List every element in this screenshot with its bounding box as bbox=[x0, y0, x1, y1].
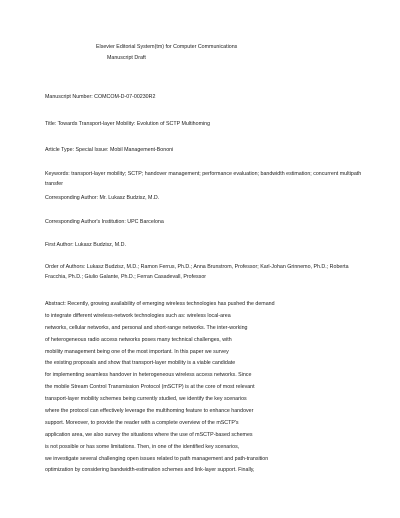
abstract-line: mobility management being one of the most important. In this paper we survey bbox=[45, 348, 229, 355]
abstract-line: optimization by considering bandwidth-estimation schemes and link-layer support. Finally, bbox=[45, 467, 255, 474]
abstract-line: support. Moreover, to provide the reader with a complete overview of the mSCTP's bbox=[45, 419, 239, 426]
corresponding-institution: Corresponding Author's Institution: UPC Barcelona bbox=[45, 219, 164, 225]
abstract-line: we investigate several challenging open issues related to path management and path-transition bbox=[45, 455, 269, 462]
abstract-line: networks, cellular networks, and personal and short-range networks. The inter-working bbox=[45, 324, 248, 331]
abstract-line: to integrate different wireless-network technologies such as: wireless local-area bbox=[45, 312, 231, 319]
abstract-line: for implementing seamless handover in heterogeneous wireless access networks. Since bbox=[45, 372, 252, 379]
abstract-line: transport-layer mobility schemes being currently studied, we identify the key scenarios bbox=[45, 396, 247, 403]
abstract-line: application area, we also survey the situations where the use of mSCTP-based schemes bbox=[45, 431, 253, 438]
keywords: Keywords: transport-layer mobility; SCTP; handover management; performance evaluation; bandwidth estimation; concurrent multipath transfer bbox=[45, 171, 362, 187]
abstract-line: Abstract: Recently, growing availability of emerging wireless technologies has pushed the demand bbox=[45, 301, 275, 307]
header-draft-label: Manuscript Draft bbox=[107, 55, 146, 61]
abstract-line: is not possible or has some limitations. Then, in one of the identified key scenarios, bbox=[45, 443, 240, 450]
abstract-line: the mobile Stream Control Transmission Protocol (mSCTP) is at the core of most relevant bbox=[45, 384, 255, 391]
article-type: Article Type: Special Issue: Mobil Management-Bononi bbox=[45, 147, 174, 153]
abstract-line: where the protocol can effectively leverage the multihoming feature to enhance handover bbox=[45, 408, 254, 415]
abstract bbox=[45, 299, 363, 477]
manuscript-title: Title: Towards Transport-layer Mobility: Evolution of SCTP Multihoming bbox=[45, 121, 211, 127]
abstract-line: of heterogeneous radio access networks poses many technical challenges, with bbox=[45, 336, 232, 343]
header-publisher: Elsevier Editorial System(tm) for Computer Communications bbox=[96, 44, 238, 50]
abstract-line: the existing proposals and show that transport-layer mobility is a viable candidate bbox=[45, 360, 236, 367]
first-author: First Author: Lukasz Budzisz, M.D. bbox=[45, 242, 126, 248]
manuscript-number: Manuscript Number: COMCOM-D-07-00230R2 bbox=[45, 94, 156, 100]
order-of-authors: Order of Authors: Lukasz Budzisz, M.D.; Ramon Ferrus, Ph.D.; Anna Brunstrom, Professor; Karl-Johan Grinnemo, Ph.D.; Roberta Fracchia, Ph.D.; Giulio Galante, Ph.D.; Ferran Casadevall, Professor bbox=[45, 264, 349, 280]
corresponding-author: Corresponding Author: Mr. Lukasz Budzisz, M.D. bbox=[45, 195, 160, 201]
